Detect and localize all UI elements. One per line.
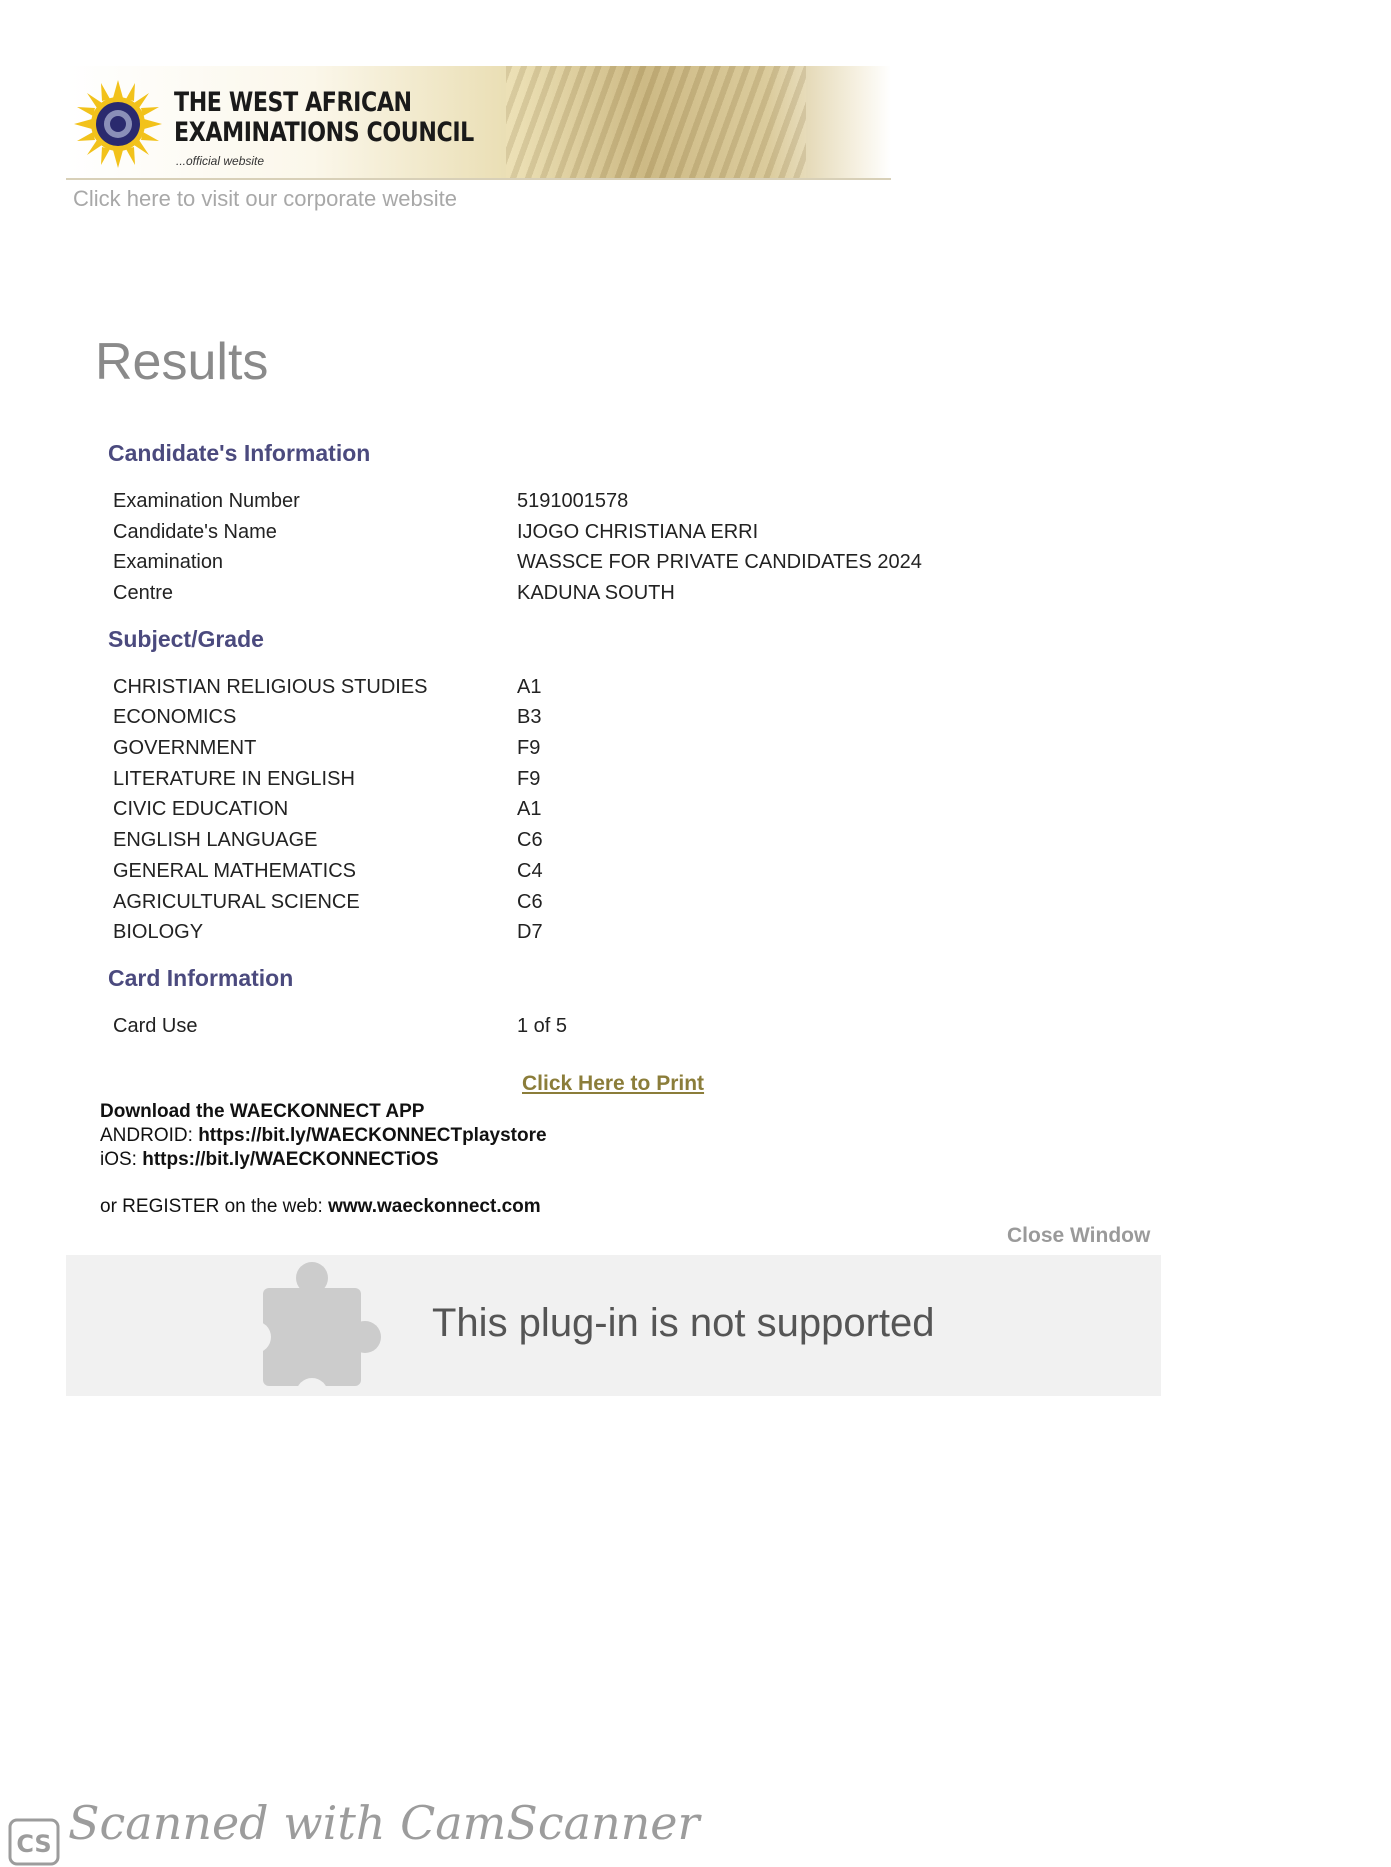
centre-label: Centre [113,582,174,604]
banner-subtitle: ...official website [176,154,265,168]
camscanner-watermark: Scanned with CamScanner [68,1796,700,1850]
subject-name: CHRISTIAN RELIGIOUS STUDIES [113,676,428,698]
subject-name: ENGLISH LANGUAGE [113,829,318,851]
banner-title-line1: THE WEST AFRICAN [174,87,412,118]
print-link[interactable]: Click Here to Print [522,1072,705,1095]
candidate-info-heading: Candidate's Information [108,440,371,466]
subject-name: CIVIC EDUCATION [113,798,289,820]
register-line [100,1196,541,1218]
exam-number-value: 5191001578 [517,490,629,512]
subject-name: LITERATURE IN ENGLISH [113,768,355,790]
candidate-name-label: Candidate's Name [113,521,277,543]
subject-name: GOVERNMENT [113,737,257,759]
register-label: or REGISTER on the web: [100,1196,329,1217]
subject-grade-heading: Subject/Grade [108,626,264,652]
register-url: www.waeckonnect.com [328,1196,541,1217]
examination-value: WASSCE FOR PRIVATE CANDIDATES 2024 [517,551,922,573]
subject-name: AGRICULTURAL SCIENCE [113,891,360,913]
svg-text:CS: CS [16,1830,52,1858]
android-url: https://bit.ly/WAECKONNECTplaystore [198,1125,547,1146]
android-label: ANDROID: [100,1125,199,1146]
banner-photo [506,66,806,178]
subject-grade: D7 [517,921,543,943]
android-line [100,1124,547,1148]
exam-number-label: Examination Number [113,490,300,512]
app-download-block [100,1100,547,1172]
waec-seal-logo [74,80,162,168]
card-use-value: 1 of 5 [517,1015,568,1037]
candidate-name-value: IJOGO CHRISTIANA ERRI [517,521,759,543]
subject-grade: A1 [517,676,542,698]
ios-label: iOS: [100,1149,143,1170]
banner-title-line2: EXAMINATIONS COUNCIL [174,117,474,148]
plugin-not-supported-box [66,1255,1161,1396]
ios-line [100,1148,547,1172]
subject-grade: F9 [517,768,541,790]
subject-name: ECONOMICS [113,706,237,728]
subject-grade: C6 [517,829,543,851]
camscanner-logo [8,1818,60,1866]
subject-grade: F9 [517,737,541,759]
subject-grade: A1 [517,798,542,820]
page-title: Results [95,333,269,391]
subject-grade: B3 [517,706,542,728]
subject-name: GENERAL MATHEMATICS [113,860,356,882]
close-window-link[interactable]: Close Window [1007,1224,1151,1247]
waec-banner[interactable] [66,66,891,180]
puzzle-piece-icon [261,1260,391,1390]
card-use-label: Card Use [113,1015,198,1037]
subject-name: BIOLOGY [113,921,204,943]
corporate-website-link[interactable]: Click here to visit our corporate website [73,186,457,211]
ios-url: https://bit.ly/WAECKONNECTiOS [142,1149,439,1170]
plugin-message: This plug-in is not supported [432,1301,935,1345]
app-download-title: Download the WAECKONNECT APP [100,1101,425,1122]
banner-title [174,88,474,148]
subject-grade: C4 [517,860,543,882]
examination-label: Examination [113,551,224,573]
subject-grade: C6 [517,891,543,913]
card-info-heading: Card Information [108,965,294,991]
centre-value: KADUNA SOUTH [517,582,675,604]
